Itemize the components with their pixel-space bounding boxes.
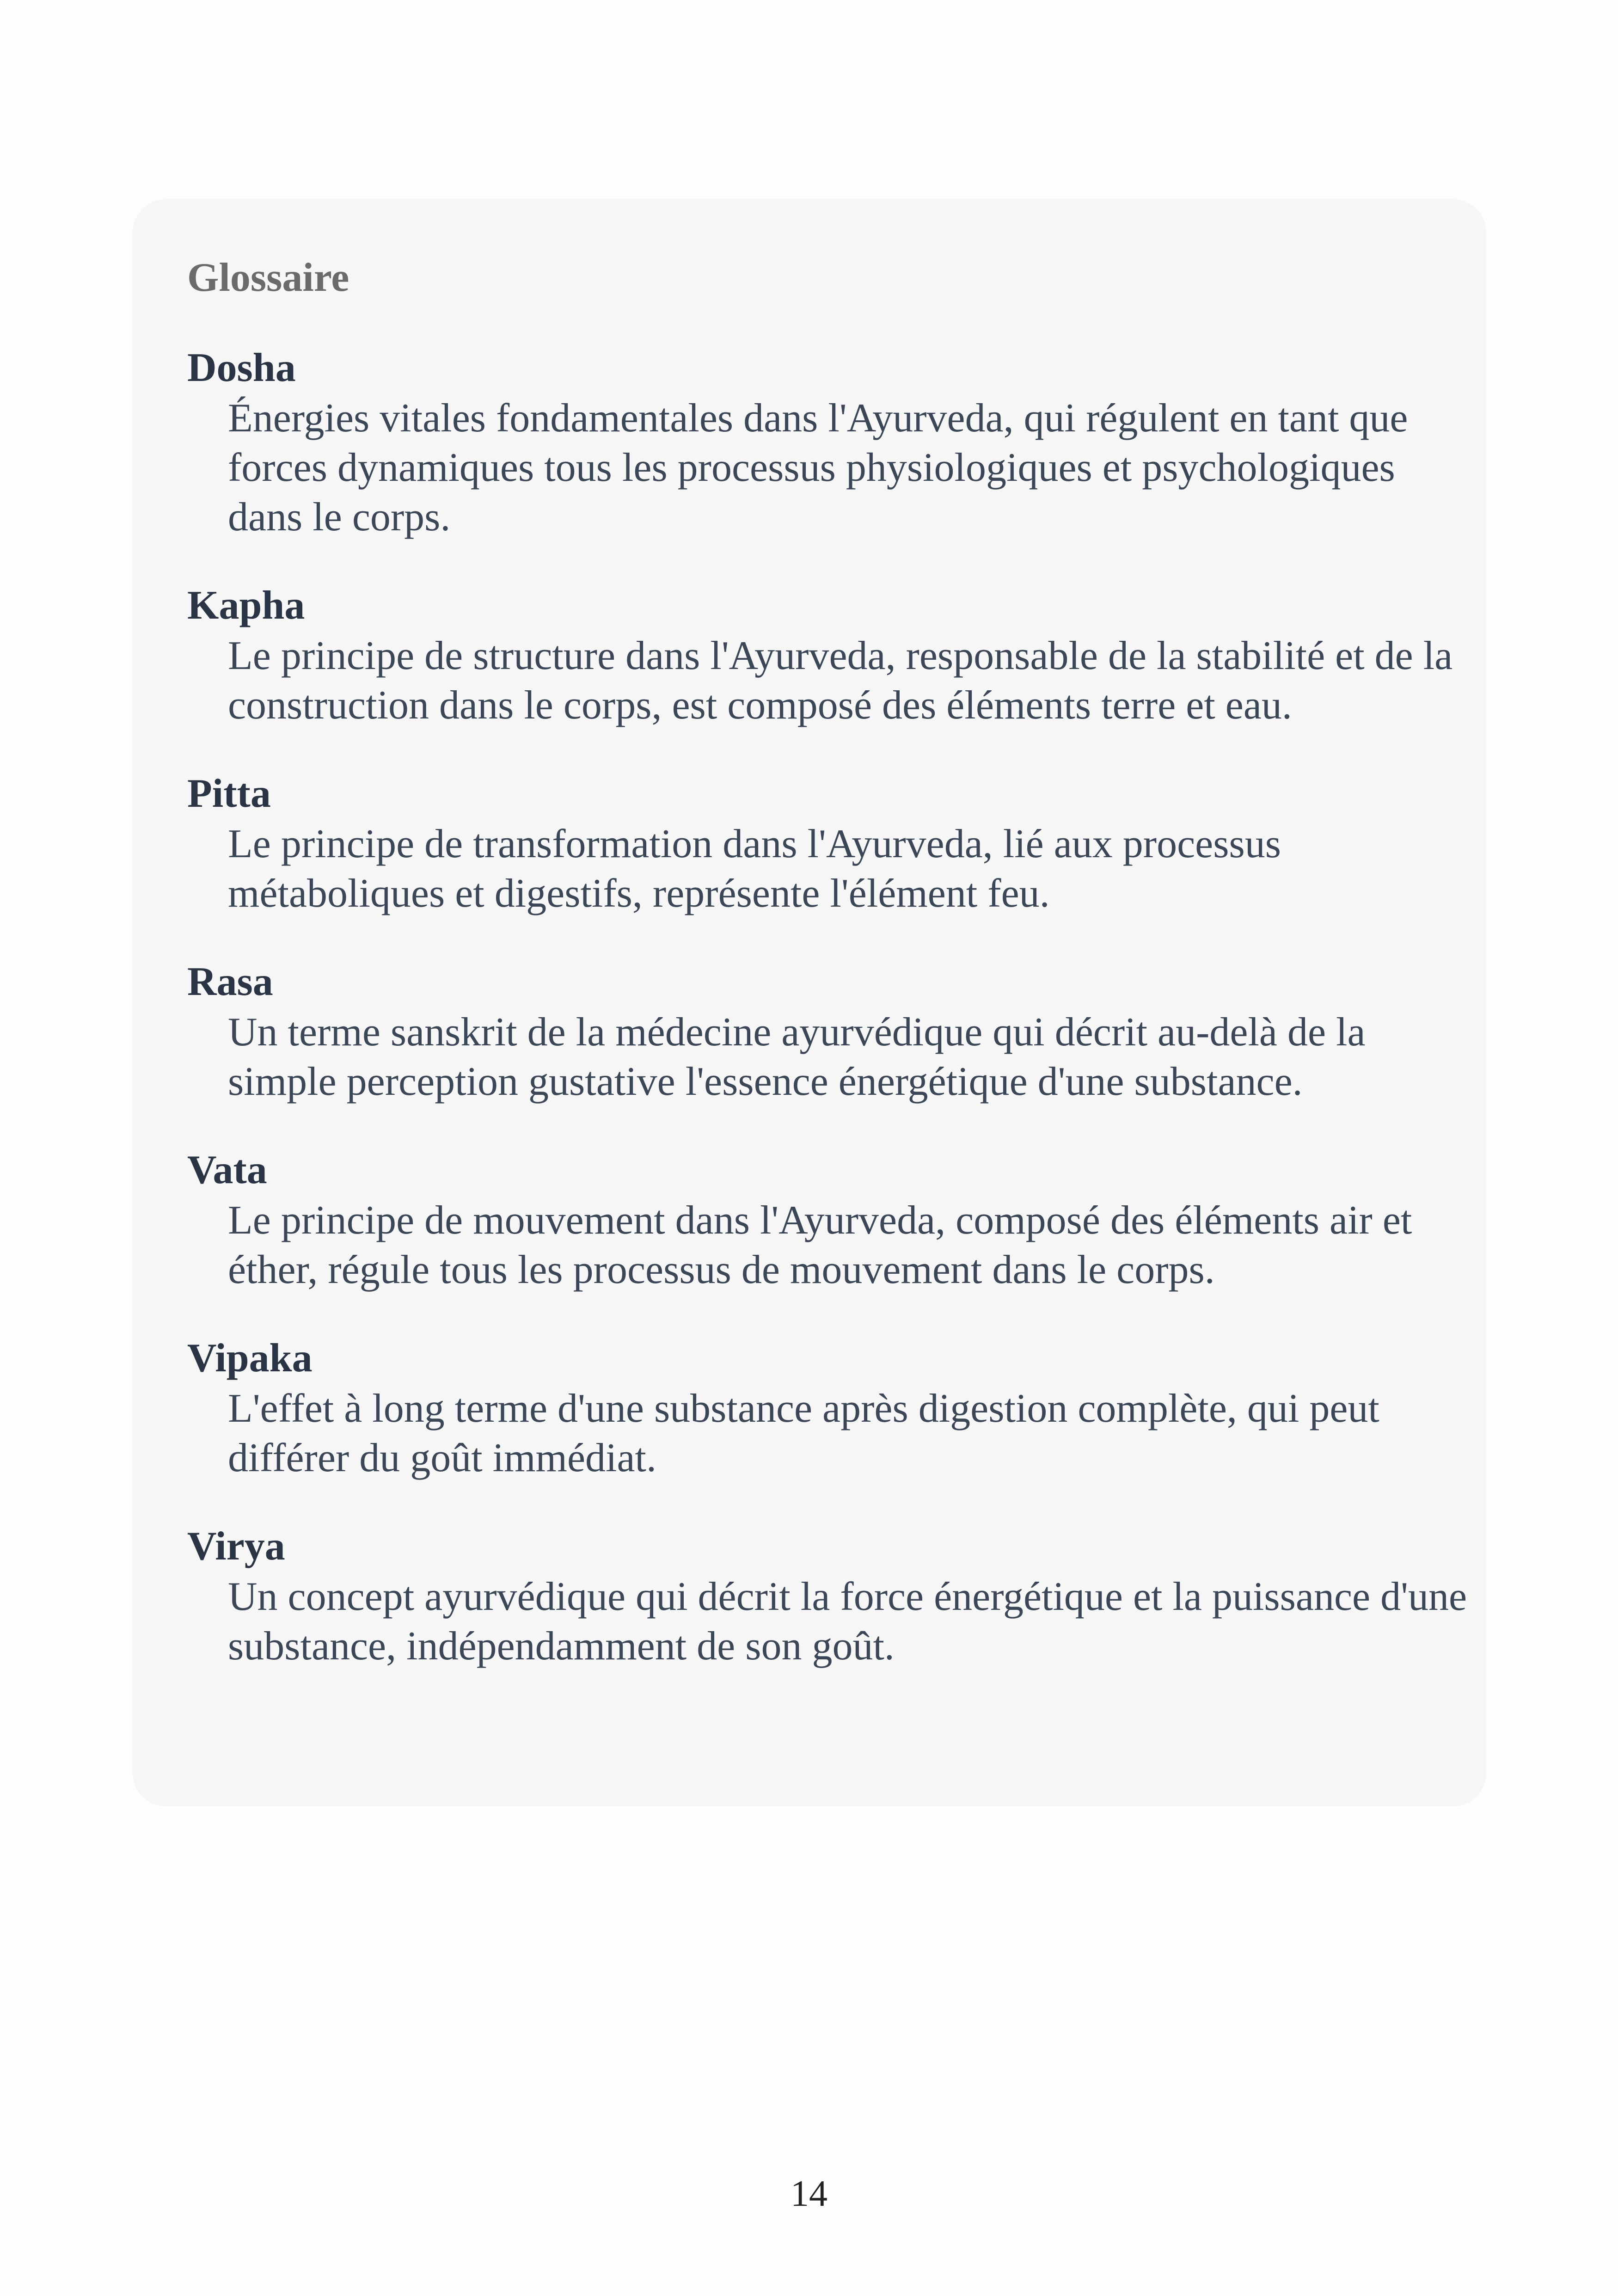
glossary-entry-kapha [187,583,1486,730]
glossary-entry-pitta [187,771,1486,918]
glossary-term: Dosha [187,345,296,390]
glossary-definition: Énergies vitales fondamentales dans l'Ayurveda, qui régulent en tant que forces dynamiques tous les processus physiologiques et psychologiques dans le corps. [228,396,1408,540]
glossary-list [187,345,1486,1671]
glossary-definition: Le principe de structure dans l'Ayurveda, responsable de la stabilité et de la construction dans le corps, est composé des éléments terre et eau. [228,633,1453,728]
glossary-title: Glossaire [187,255,349,300]
glossary-term: Virya [187,1524,285,1569]
glossary-definition: Le principe de transformation dans l'Ayurveda, lié aux processus métaboliques et digestifs, représente l'élément feu. [228,822,1281,916]
glossary-entry-rasa [187,959,1486,1106]
glossary-term: Rasa [187,959,273,1004]
glossary-term: Pitta [187,771,271,816]
glossary-term: Vipaka [187,1336,313,1381]
glossary-entry-virya [187,1523,1486,1671]
glossary-definition: Un concept ayurvédique qui décrit la force énergétique et la puissance d'une substance, indépendamment de son goût. [228,1574,1467,1669]
glossary-panel [133,199,1486,1806]
glossary-entry-vipaka [187,1335,1486,1483]
page-number: 14 [791,2173,827,2214]
glossary-definition: Un terme sanskrit de la médecine ayurvédique qui décrit au-delà de la simple perception gustative l'essence énergétique d'une substance. [228,1010,1366,1104]
glossary-definition: L'effet à long terme d'une substance après digestion complète, qui peut différer du goût immédiat. [228,1386,1379,1480]
glossary-entry-vata [187,1147,1486,1295]
glossary-entry-dosha [187,345,1486,542]
glossary-term: Kapha [187,583,305,628]
glossary-definition: Le principe de mouvement dans l'Ayurveda, composé des éléments air et éther, régule tous les processus de mouvement dans le corps. [228,1198,1412,1292]
glossary-term: Vata [187,1148,267,1192]
